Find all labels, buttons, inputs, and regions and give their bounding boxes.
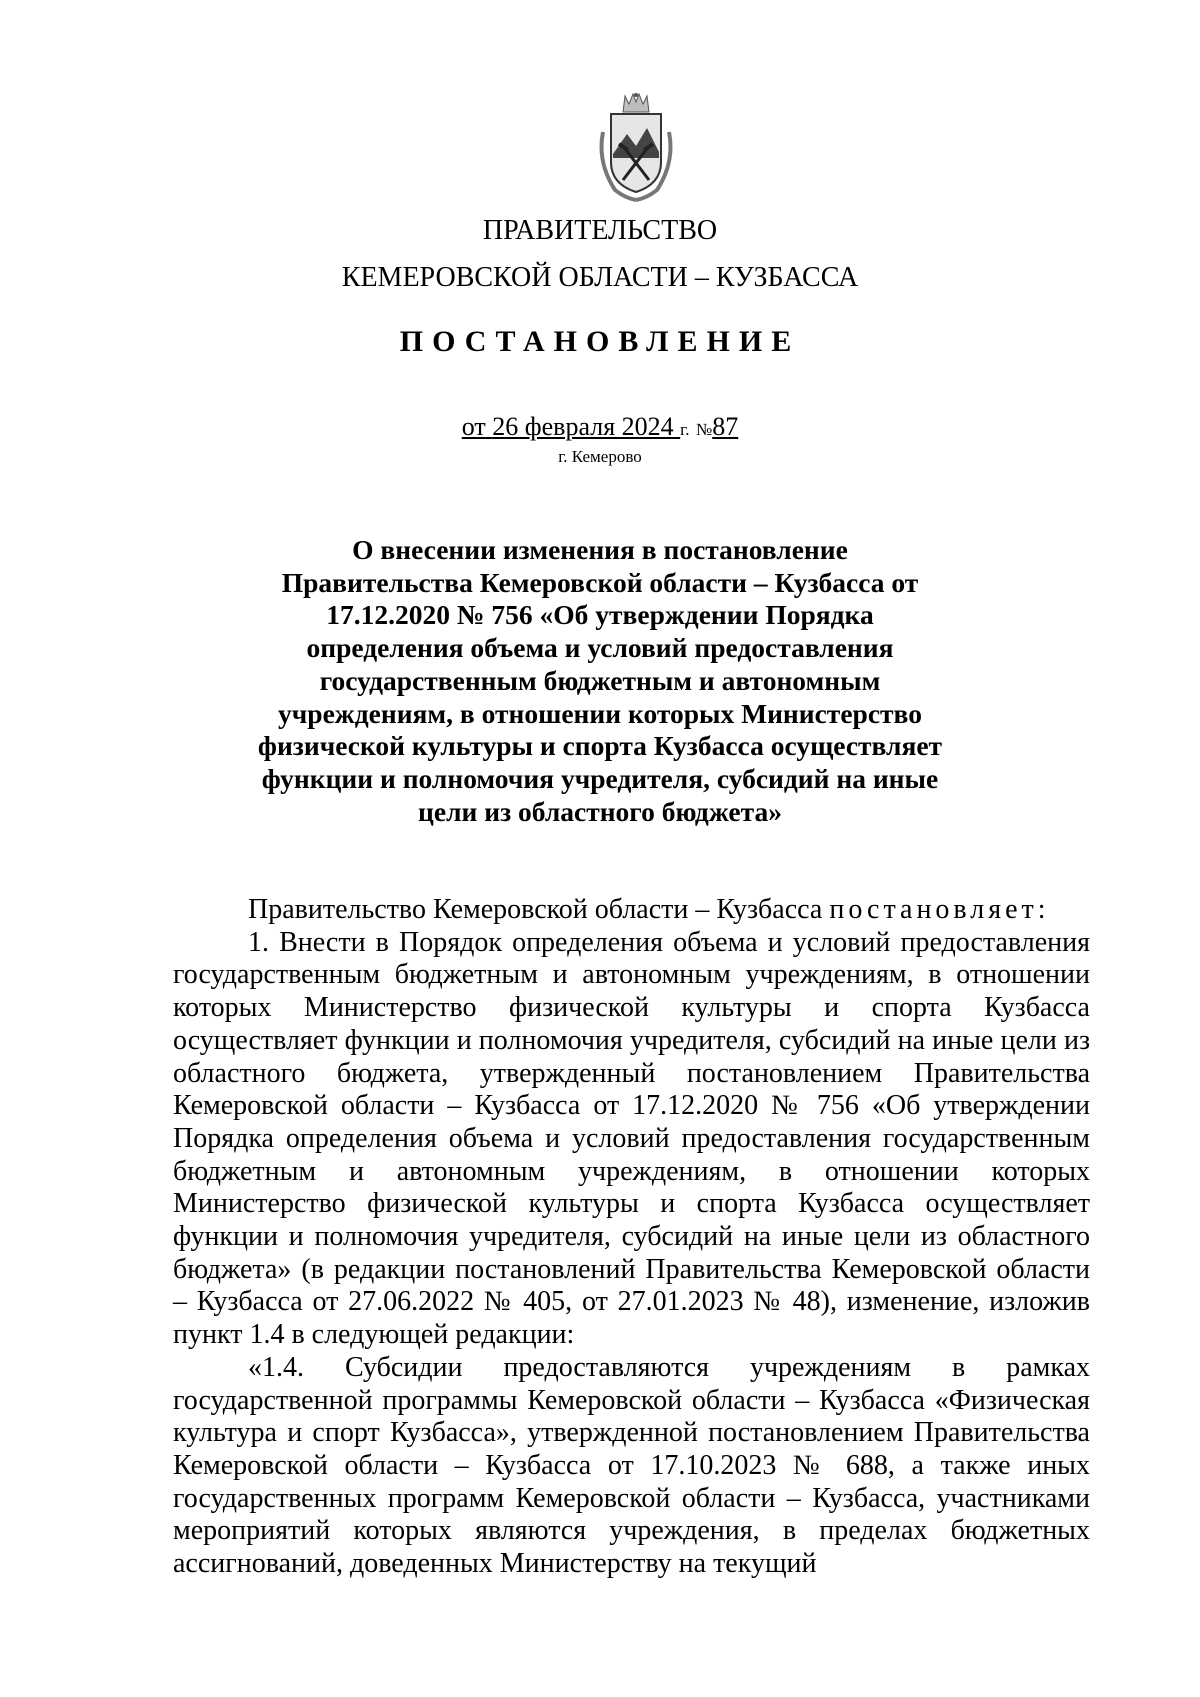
document-number: 87 [712, 412, 739, 441]
year-suffix: г. [680, 420, 690, 439]
organization-region: КЕМЕРОВСКОЙ ОБЛАСТИ – КУЗБАССА [341, 262, 859, 293]
coat-of-arms-icon [595, 92, 677, 202]
item-1-paragraph: 1. Внести в Порядок определения объема и условий предоставления государственным бюджетным и автономным учреждениям, в отношении которых Министерство физической культуры и спорта Кузбасса осуществляет функции и полномочия учредителя, субсидий на иные цели из областного бюджета, утвержденный постановлением Правительства Кемеровской области – Кузбасса от 17.12.2020 № 756 «Об утверждении Порядка определения объема и условий предоставления государственным бюджетным и автономным учреждениям, в отношении которых Министерство физической культуры и спорта Кузбасса осуществляет функции и полномочия учредителя, субсидий на иные цели из областного бюджета» (в редакции постановлений Правительства Кемеровской области – Кузбасса от 27.06.2022 № 405, от 27.01.2023 № 48), изменение, изложив пункт 1.4 в следующей редакции: [173, 926, 1090, 1351]
number-sign: № [695, 420, 713, 439]
document-body [173, 894, 1090, 1581]
document-title: О внесении изменения в постановление Правительства Кемеровской области – Кузбасса от 17.12.2020 № 756 «Об утверждении Порядка определения объема и условий предоставления государственным бюджетным и автономным учреждениям, в отношении которых Министерство физической культуры и спорта Кузбасса осуществляет функции и полномочия учредителя, субсидий на иные цели из областного бюджета» [257, 534, 943, 827]
document-date-line [0, 411, 1200, 446]
organization-name: ПРАВИТЕЛЬСТВО [482, 215, 718, 246]
document-city: г. Кемерово [558, 447, 642, 466]
intro-paragraph [173, 894, 1090, 927]
intro-text: Правительство Кемеровской области – Кузбасса [248, 894, 823, 925]
date-prefix: от [461, 412, 486, 441]
document-type: ПОСТАНОВЛЕНИЕ [399, 325, 801, 358]
item-1-4-paragraph: «1.4. Субсидии предоставляются учреждениям в рамках государственной программы Кемеровской области – Кузбасса «Физическая культура и спорт Кузбасса», утвержденной постановлением Правительства Кемеровской области – Кузбасса от 17.10.2023 № 688, а также иных государственных программ Кемеровской области – Кузбасса, участниками мероприятий которых являются учреждения, в пределах бюджетных ассигнований, доведенных Министерству на текущий [173, 1351, 1090, 1580]
intro-verb: постановляет: [829, 894, 1050, 925]
document-date: 26 февраля 2024 [492, 412, 674, 441]
